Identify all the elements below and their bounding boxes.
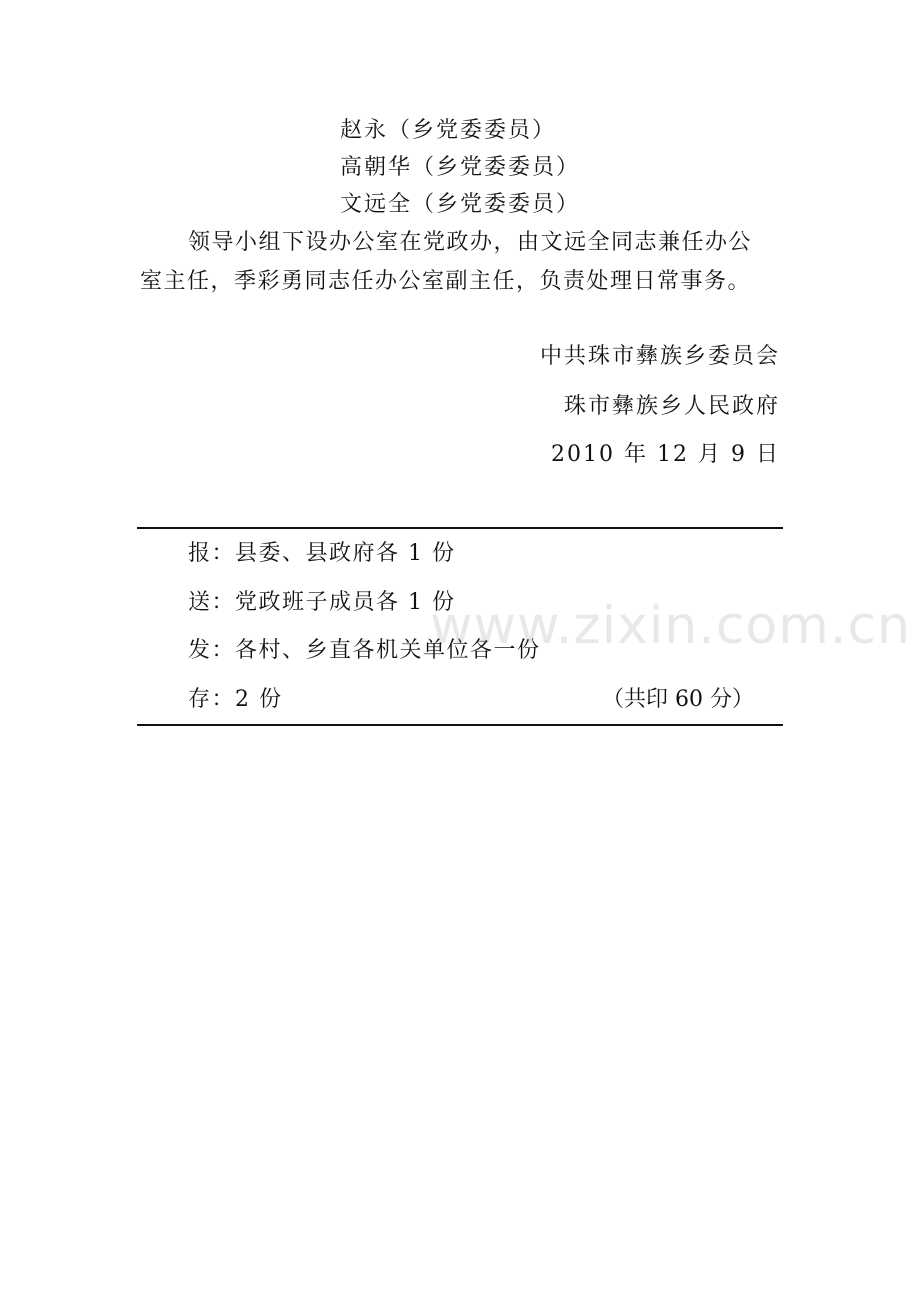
distribution-total: （共印 60 分） (602, 687, 754, 712)
signature-party-committee: 中共珠市彝族乡委员会 (539, 344, 780, 369)
paragraph-line-2: 室主任，季彩勇同志任办公室副主任，负责处理日常事务。 (140, 269, 752, 294)
distribution-archive: 存：2 份 (188, 687, 283, 712)
signature-government: 珠市彝族乡人民政府 (563, 394, 780, 419)
watermark: www.zixin.com.cn (430, 596, 911, 656)
member-line-2: 高朝华（乡党委委员） (340, 155, 581, 180)
signature-date: 2010 年 12 月 9 日 (551, 442, 780, 467)
distribution-bottom-rule (137, 724, 783, 726)
distribution-report: 报：县委、县政府各 1 份 (188, 541, 456, 566)
paragraph-line-1: 领导小组下设办公室在党政办，由文远全同志兼任办公 (188, 230, 753, 255)
distribution-issue: 发：各村、乡直各机关单位各一份 (188, 638, 541, 663)
distribution-top-rule (137, 527, 783, 529)
member-line-1: 赵永（乡党委委员） (340, 118, 557, 143)
member-line-3: 文远全（乡党委委员） (340, 192, 581, 217)
distribution-send: 送：党政班子成员各 1 份 (188, 590, 456, 615)
